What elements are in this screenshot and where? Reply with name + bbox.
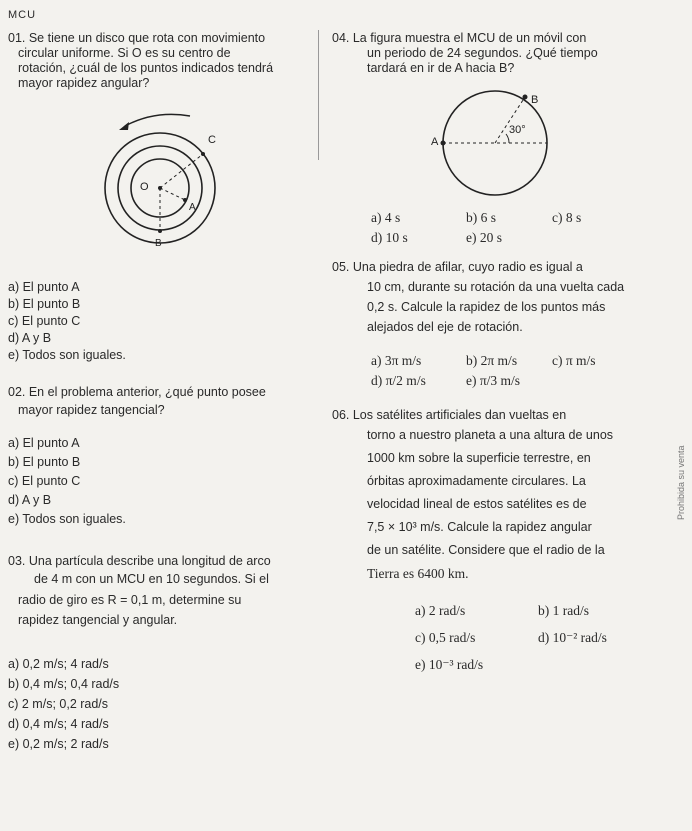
q4-option: c) 8 s [552, 210, 582, 225]
q5-option: b) 2π m/s [466, 353, 518, 368]
q5-option: c) π m/s [552, 353, 596, 368]
q5-option: d) π/2 m/s [371, 373, 426, 388]
q6-option: e) 10⁻³ rad/s [415, 657, 484, 672]
q1-option: c) El punto C [8, 314, 81, 328]
q1-option: a) El punto A [8, 280, 80, 294]
side-note: Prohibida su venta [676, 445, 686, 520]
q5-line: 05. Una piedra de afilar, cuyo radio es igual a [332, 260, 583, 274]
q2-option: c) El punto C [8, 474, 81, 488]
q3-option: e) 0,2 m/s; 2 rad/s [8, 737, 109, 751]
q3-option: a) 0,2 m/s; 4 rad/s [8, 657, 109, 671]
q3-option: d) 0,4 m/s; 4 rad/s [8, 717, 109, 731]
q5-line: 0,2 s. Calcule la rapidez de los puntos más [367, 300, 606, 314]
q6-line: órbitas aproximadamente circulares. La [367, 474, 586, 488]
q2-option: d) A y B [8, 493, 52, 507]
q5-line: 10 cm, durante su rotación da una vuelta cada [367, 280, 625, 294]
q1-line: mayor rapidez angular? [18, 76, 150, 90]
radius-to-a [160, 188, 185, 200]
label-b: B [155, 238, 162, 248]
q5-option: a) 3π m/s [371, 353, 422, 368]
q1-option: e) Todos son iguales. [8, 348, 126, 362]
q4-option: e) 20 s [466, 230, 502, 245]
q2-option: a) El punto A [8, 436, 80, 450]
q6-line: velocidad lineal de estos satélites es de [367, 497, 587, 511]
q4-line: tardará en ir de A hacia B? [367, 61, 515, 75]
q6-option: c) 0,5 rad/s [415, 630, 476, 645]
label-a: A [431, 136, 439, 148]
q5-option: e) π/3 m/s [466, 373, 521, 388]
q6-line: torno a nuestro planeta a una altura de unos [367, 428, 614, 442]
q2-option: e) Todos son iguales. [8, 512, 126, 526]
q6-option: a) 2 rad/s [415, 603, 466, 618]
q4-option: b) 6 s [466, 210, 496, 225]
q4-line: 04. La figura muestra el MCU de un móvil con [332, 31, 587, 45]
section-header: MCU [8, 9, 37, 21]
q4-option: d) 10 s [371, 230, 408, 245]
q3-line: rapidez tangencial y angular. [18, 613, 178, 627]
q1-line: circular uniforme. Si O es su centro de [18, 46, 231, 60]
point-a [183, 198, 187, 202]
q2-option: b) El punto B [8, 455, 81, 469]
center-point-o [158, 186, 162, 190]
q1-line: 01. Se tiene un disco que rota con movimiento [8, 31, 266, 45]
q6-option: d) 10⁻² rad/s [538, 630, 607, 645]
q6-line: Tierra es 6400 km. [367, 566, 469, 581]
rotation-arrowhead [119, 122, 129, 130]
label-o: O [140, 181, 149, 193]
q6-line: de un satélite. Considere que el radio de la [367, 543, 605, 557]
point-b [523, 95, 528, 100]
q1-concentric-circles-figure [95, 108, 235, 248]
label-a: A [189, 202, 196, 213]
point-c [201, 152, 205, 156]
q5-line: alejados del eje de rotación. [367, 320, 523, 334]
q2-line: 02. En el problema anterior, ¿qué punto posee [8, 385, 266, 399]
q6-option: b) 1 rad/s [538, 603, 589, 618]
point-b [158, 229, 162, 233]
q3-line: radio de giro es R = 0,1 m, determine su [18, 593, 242, 607]
label-b: B [531, 94, 539, 106]
q2-line: mayor rapidez tangencial? [18, 403, 165, 417]
q1-option: d) A y B [8, 331, 52, 345]
q3-line: de 4 m con un MCU en 10 segundos. Si el [34, 572, 269, 586]
rotation-arrow [125, 114, 190, 126]
point-a [441, 141, 446, 146]
q4-option: a) 4 s [371, 210, 401, 225]
q4-line: un periodo de 24 segundos. ¿Qué tiempo [367, 46, 598, 60]
q3-option: c) 2 m/s; 0,2 rad/s [8, 697, 109, 711]
label-c: C [208, 134, 216, 146]
q6-line: 06. Los satélites artificiales dan vueltas en [332, 408, 567, 422]
q3-option: b) 0,4 m/s; 0,4 rad/s [8, 677, 120, 691]
radius-to-b [495, 97, 525, 143]
column-divider [318, 30, 319, 160]
q1-option: b) El punto B [8, 297, 81, 311]
q4-circle-figure [425, 85, 565, 205]
angle-label: 30° [509, 124, 526, 136]
q1-line: rotación, ¿cuál de los puntos indicados tendrá [18, 61, 274, 75]
q6-line: 1000 km sobre la superficie terrestre, en [367, 451, 591, 465]
q3-line: 03. Una partícula describe una longitud de arco [8, 554, 271, 568]
q6-line: 7,5 × 10³ m/s. Calcule la rapidez angular [367, 520, 592, 534]
